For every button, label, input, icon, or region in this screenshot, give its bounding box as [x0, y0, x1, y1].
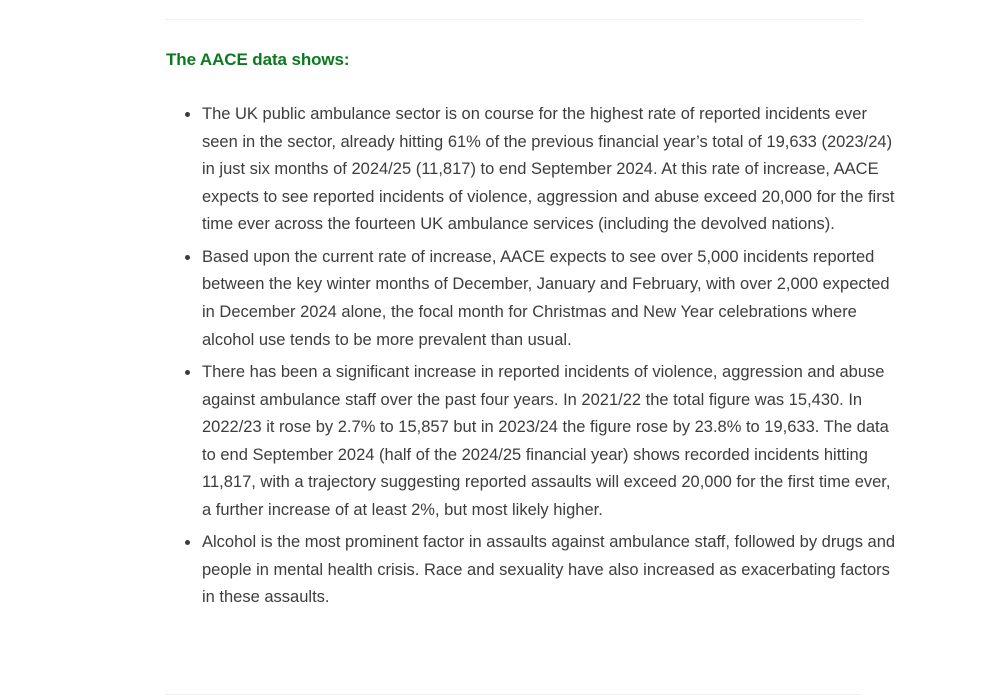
- list-item-text: There has been a significant increase in reported incidents of violence, aggression and abuse against ambulance staff over the past four years. In 2021/22 the total figure was 15,430. In 2022/23 it rose by 2.7% to 15,857 but in 2023/24 the figure rose by 23.8% to 19,633. The data to end September 2024 (half of the 2024/25 financial year) shows recorded incidents hitting 11,817, with a trajectory suggesting reported assaults will exceed 20,000 for the first time ever, a further increase of at least 2%, but most likely higher.: [202, 362, 891, 519]
- bullet-dot-icon: [185, 370, 190, 375]
- list-item-text: Based upon the current rate of increase, AACE expects to see over 5,000 incidents reported between the key winter months of December, January and February, with over 2,000 expected in December 2024 alone, the focal month for Christmas and New Year celebrations where alcohol use tends to be more prevalent than usual.: [202, 247, 890, 349]
- section-heading: The AACE data shows:: [166, 50, 350, 69]
- bullet-dot-icon: [185, 540, 190, 545]
- list-item: [202, 244, 902, 354]
- top-divider: [165, 19, 862, 20]
- bullet-dot-icon: [185, 112, 190, 117]
- bullet-dot-icon: [185, 255, 190, 260]
- list-item-text: The UK public ambulance sector is on course for the highest rate of reported incidents ever seen in the sector, already hitting 61% of the previous financial year’s total of 19,633 (2023/24) in just six months of 2024/25 (11,817) to end September 2024. At this rate of increase, AACE expects to see reported incidents of violence, aggression and abuse exceed 20,000 for the first time ever across the fourteen UK ambulance services (including the devolved nations).: [202, 105, 895, 234]
- list-item: [202, 101, 902, 239]
- list-item: [202, 529, 902, 612]
- list-item: [202, 359, 902, 525]
- bullet-list: [166, 101, 902, 617]
- bottom-divider: [165, 694, 862, 695]
- list-item-text: Alcohol is the most prominent factor in assaults against ambulance staff, followed by drugs and people in mental health crisis. Race and sexuality have also increased as exacerbating factors in these assaults.: [202, 533, 896, 607]
